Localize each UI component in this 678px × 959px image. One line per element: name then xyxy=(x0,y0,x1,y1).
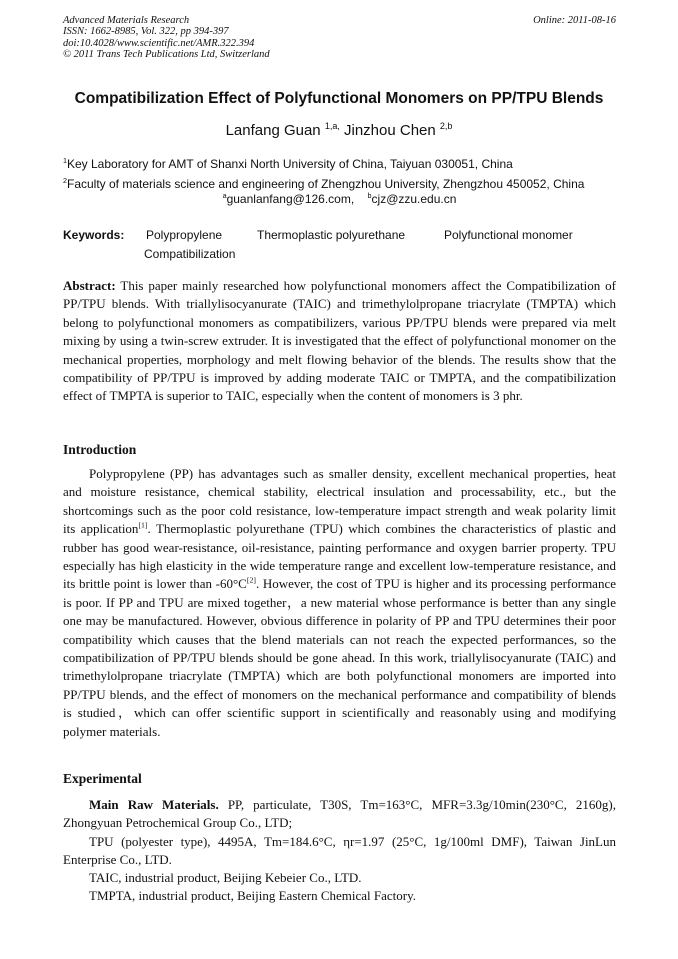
keyword: Thermoplastic polyurethane xyxy=(257,228,406,242)
citation-link[interactable]: [1] xyxy=(138,520,148,530)
abstract-label: Abstract: xyxy=(63,278,116,293)
section-heading-experimental: Experimental xyxy=(63,771,142,786)
email-link[interactable]: guanlanfang@126.com, xyxy=(226,192,355,206)
keyword: Compatibilization xyxy=(144,247,236,261)
affiliation-superscript: 2 xyxy=(63,176,67,185)
abstract-text: This paper mainly researched how polyfunctional monomers affect the Compatibilization of PP/TPU blends. With triallylisocyanurate (TAIC) and trimethylolpropane triacrylate (TMPTA) which belong to polyfunctional monomers as compatibilizers, various PP/TPU blends were prepared via melt mixing by using a twin-screw extruder. It is investigated that the effect of polyfunctional monomer on the mechanical properties, morphology and melt flowing behavior of the blends. The results show that the compatibility of PP/TPU is improved by adding moderate TAIC or TMPTA, and the compatibilization effect of TMPTA is superior to TAIC, especially when the content of monomers is 3 phr. xyxy=(63,278,616,404)
materials-tmpta xyxy=(63,887,616,905)
journal-doi: doi:10.4028/www.scientific.net/AMR.322.394 xyxy=(63,37,255,49)
author-superscript: 2,b xyxy=(439,121,453,131)
keyword: Polypropylene xyxy=(146,228,223,242)
email-link[interactable]: cjz@zzu.edu.cn xyxy=(371,192,457,206)
online-date: Online: 2011-08-16 xyxy=(533,15,616,26)
abstract xyxy=(63,277,616,406)
journal-copyright: © 2011 Trans Tech Publications Ltd, Switzerland xyxy=(63,49,270,61)
affiliation-2 xyxy=(63,177,623,191)
author-superscript: 1,a, xyxy=(324,121,340,131)
intro-text: Polypropylene (PP) has advantages such as smaller density, excellent mechanical properties, heat and moisture resistance, chemical stability, electrical insulation and processability, etc., but the shortcomings such as the poor cold resistance, low-temperature impact strength and weak polarity limit its application xyxy=(63,466,616,537)
keyword: Polyfunctional monomer xyxy=(444,228,573,242)
author-name: Jinzhou Chen xyxy=(339,122,440,139)
journal-name: Advanced Materials Research xyxy=(63,15,190,26)
materials-taic xyxy=(63,869,616,887)
affiliation-text: Key Laboratory for AMT of Shanxi North University of China, Taiyuan 030051, China xyxy=(67,157,513,171)
paper-title: Compatibilization Effect of Polyfunctional Monomers on PP/TPU Blends xyxy=(74,90,604,107)
intro-text: . Thermoplastic polyurethane (TPU) which combines the characteristics of plastic and rubber has good wear-resistance, oil-resistance, painting performance and oxygen barrier property. TPU especially has high elasticity in the wide temperature range and excellent low-temperature resistance, and its brittle point is lower than -60°C xyxy=(63,521,616,592)
journal-issn: ISSN: 1662-8985, Vol. 322, pp 394-397 xyxy=(63,26,229,38)
email-superscript: a xyxy=(222,191,227,200)
materials-tpu xyxy=(63,833,616,870)
materials-text: PP, particulate, T30S, Tm=163°C, MFR=3.3g/10min(230°C, 2160g), Zhongyuan Petrochemical Group Co., LTD; xyxy=(63,797,616,831)
affiliation-text: Faculty of materials science and engineering of Zhengzhou University, Zhengzhou 450052, China xyxy=(67,177,585,191)
citation-link[interactable]: [2] xyxy=(246,576,256,586)
affiliation-superscript: 1 xyxy=(63,156,67,165)
materials-text: TPU (polyester type), 4495A, Tm=184.6°C, ηr=1.97 (25°C, 1g/100ml DMF), Taiwan JinLun Enterprise Co., LTD. xyxy=(63,834,616,868)
section-heading-introduction: Introduction xyxy=(63,442,137,457)
author-name: Lanfang Guan xyxy=(225,122,325,139)
materials-pp xyxy=(63,796,616,833)
email-superscript: b xyxy=(367,191,372,200)
affiliation-1 xyxy=(63,157,623,171)
journal-header xyxy=(63,15,616,61)
keywords-label: Keywords: xyxy=(63,228,125,242)
materials-text: TAIC, industrial product, Beijing Kebeier Co., LTD. xyxy=(89,870,362,885)
intro-text: . However, the cost of TPU is higher and its processing performance is poor. If PP and TPU are mixed together，a new material whose performance is better than any single one may be manufactured. However, obvious difference in polarity of PP and TPU determines their poor compatibility which causes that the blend materials can not reach the expected performances, so the compatibilization of PP/TPU blends should be gone ahead. In this work, triallylisocyanurate (TAIC) and trimethylolpropane triacrylate (TMPTA) which are both polyfunctional monomers are imported into PP/TPU blends, and the effect of monomers on the mechanical performance and compatibility of blends is studied，which can offer scientific support in scientifically and reasonably using and modifying polymer materials. xyxy=(63,576,616,739)
materials-text: TMPTA, industrial product, Beijing Eastern Chemical Factory. xyxy=(89,888,417,903)
author-list xyxy=(60,122,618,139)
author-emails xyxy=(63,192,616,206)
introduction-paragraph xyxy=(63,465,616,741)
materials-label: Main Raw Materials. xyxy=(89,797,219,812)
